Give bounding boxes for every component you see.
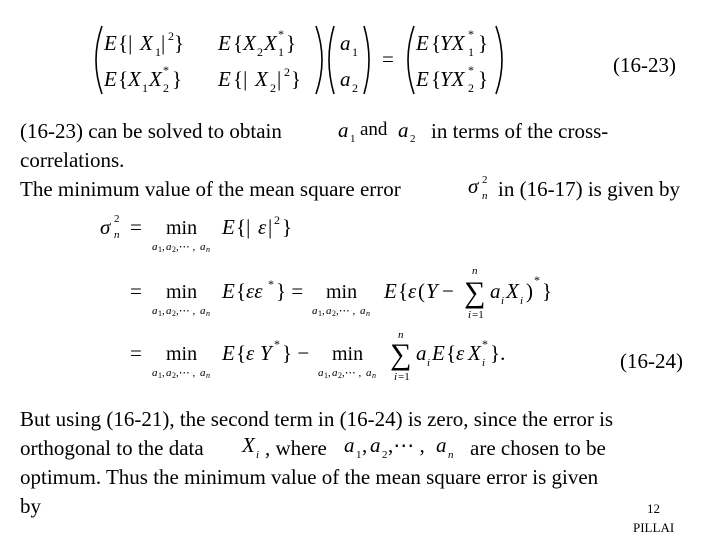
svg-text:E: E <box>416 67 429 91</box>
svg-text:,⋯ ,: ,⋯ , <box>176 241 196 253</box>
author-footer: PILLAI <box>633 520 675 535</box>
svg-text:a: a <box>344 433 355 457</box>
svg-text:E: E <box>432 341 445 365</box>
paragraph-3-line-2b: , where <box>265 436 327 460</box>
svg-text:2: 2 <box>338 371 342 380</box>
svg-text:X: X <box>140 31 153 55</box>
svg-text:ε: ε <box>456 341 465 365</box>
svg-text:,⋯ ,: ,⋯ , <box>336 305 356 317</box>
svg-text:a: a <box>312 305 318 317</box>
svg-text:a: a <box>338 118 349 142</box>
svg-text:}: } <box>291 67 302 91</box>
svg-text:i: i <box>468 309 472 321</box>
a1-and-a2-formula <box>336 116 428 146</box>
svg-text:X: X <box>468 341 481 365</box>
svg-text:=: = <box>130 341 142 365</box>
svg-text:∑: ∑ <box>464 276 486 309</box>
svg-text:a: a <box>436 433 447 457</box>
svg-text:1: 1 <box>158 309 162 318</box>
svg-text:i: i <box>482 357 486 369</box>
svg-text:a: a <box>152 305 158 317</box>
svg-text:Y: Y <box>426 279 438 303</box>
svg-text:*: * <box>468 63 474 77</box>
svg-text:|: | <box>161 31 166 55</box>
svg-text:a: a <box>416 341 427 365</box>
svg-text:2: 2 <box>114 213 120 225</box>
svg-text:2: 2 <box>482 174 488 186</box>
svg-text:*: * <box>268 277 274 291</box>
svg-text:E: E <box>104 67 117 91</box>
svg-text:X: X <box>242 433 255 457</box>
svg-text:E: E <box>222 341 235 365</box>
svg-text:*: * <box>163 63 169 77</box>
svg-text:a: a <box>166 241 172 253</box>
matrix-equation <box>88 20 508 100</box>
svg-text:{: { <box>398 279 409 303</box>
svg-text:}: } <box>478 31 489 55</box>
svg-text:,: , <box>328 367 331 379</box>
equation-label-16-23: (16-23) <box>613 53 676 77</box>
svg-text:a: a <box>370 433 381 457</box>
svg-text:1: 1 <box>468 45 474 59</box>
svg-text:}.: }. <box>490 341 506 365</box>
svg-text:{: { <box>118 67 129 91</box>
svg-text:,: , <box>362 433 368 457</box>
svg-text:a: a <box>340 31 351 55</box>
svg-text:1: 1 <box>278 45 284 59</box>
svg-text:2: 2 <box>163 81 169 95</box>
svg-text:2: 2 <box>168 29 174 43</box>
svg-text:{|: {| <box>118 31 133 55</box>
svg-text:n: n <box>206 371 210 380</box>
svg-text:,⋯ ,: ,⋯ , <box>176 305 196 317</box>
svg-text:E: E <box>416 31 429 55</box>
svg-text:2: 2 <box>332 309 336 318</box>
svg-text:|: | <box>277 67 282 91</box>
svg-text:a: a <box>200 305 206 317</box>
svg-text:a: a <box>490 279 501 303</box>
svg-text:X: X <box>149 67 162 91</box>
svg-text:{: { <box>236 279 247 303</box>
svg-text:1: 1 <box>158 371 162 380</box>
svg-text:X: X <box>255 67 268 91</box>
svg-text:min: min <box>326 281 358 303</box>
svg-text:εε: εε <box>246 279 263 303</box>
svg-text:,⋯ ,: ,⋯ , <box>176 367 196 379</box>
svg-text:E: E <box>218 31 231 55</box>
svg-text:n: n <box>372 371 376 380</box>
mmse-derivation <box>96 206 566 390</box>
svg-text:n: n <box>482 190 488 202</box>
svg-text:1: 1 <box>350 133 356 145</box>
svg-text:a: a <box>200 367 206 379</box>
svg-text:|: | <box>268 215 273 239</box>
page-number: 12 <box>647 501 660 516</box>
svg-text:n: n <box>206 309 210 318</box>
svg-text:): ) <box>526 279 533 303</box>
svg-text:i: i <box>501 295 505 307</box>
svg-text:2: 2 <box>382 449 388 461</box>
svg-text:2: 2 <box>257 45 263 59</box>
svg-text:E: E <box>222 215 235 239</box>
svg-text:2: 2 <box>172 309 176 318</box>
svg-text:1: 1 <box>318 309 322 318</box>
svg-text:2: 2 <box>172 371 176 380</box>
svg-text:2: 2 <box>410 133 416 145</box>
svg-text:=1: =1 <box>398 371 410 383</box>
svg-text:2: 2 <box>270 81 276 95</box>
svg-text:a: a <box>318 367 324 379</box>
svg-text:a: a <box>360 305 366 317</box>
svg-text:1: 1 <box>155 45 161 59</box>
paragraph-3-line-2a: orthogonal to the data <box>20 436 204 460</box>
svg-text:*: * <box>534 273 540 287</box>
svg-text:{|: {| <box>236 215 251 239</box>
svg-text:2: 2 <box>172 245 176 254</box>
svg-text:=: = <box>130 279 142 303</box>
svg-text:n: n <box>398 329 404 341</box>
svg-text:*: * <box>468 27 474 41</box>
svg-text:a: a <box>200 241 206 253</box>
svg-text:a: a <box>166 367 172 379</box>
svg-text:and: and <box>360 119 388 140</box>
svg-text:a: a <box>398 118 409 142</box>
svg-text:σ: σ <box>100 215 111 239</box>
svg-text:,: , <box>162 367 165 379</box>
svg-text:1: 1 <box>324 371 328 380</box>
svg-text:Y: Y <box>260 341 272 365</box>
svg-text:}: } <box>172 67 183 91</box>
svg-text:i: i <box>256 449 260 461</box>
svg-text:YX: YX <box>440 31 465 55</box>
xi-formula <box>238 430 268 462</box>
svg-text:}: } <box>174 31 185 55</box>
svg-text:n: n <box>448 449 454 461</box>
svg-text:*: * <box>278 27 284 41</box>
svg-text:2: 2 <box>274 213 280 227</box>
svg-text:=: = <box>382 47 394 71</box>
svg-text:E: E <box>222 279 235 303</box>
svg-text:ε: ε <box>408 279 417 303</box>
svg-text:a: a <box>326 305 332 317</box>
svg-text:i: i <box>427 357 431 369</box>
svg-text:} −: } − <box>282 341 310 365</box>
svg-text:ε: ε <box>258 215 267 239</box>
svg-text:=1: =1 <box>472 309 484 321</box>
svg-text:X: X <box>506 279 519 303</box>
svg-text:∑: ∑ <box>390 338 412 371</box>
svg-text:2: 2 <box>352 81 358 95</box>
svg-text:1: 1 <box>352 45 358 59</box>
svg-text:a: a <box>152 241 158 253</box>
svg-text:n: n <box>206 245 210 254</box>
svg-text:}: } <box>478 67 489 91</box>
paragraph-2b: in (16-17) is given by <box>498 177 680 201</box>
paragraph-2a: The minimum value of the mean square error <box>20 177 401 201</box>
paragraph-3-line-4: by <box>20 494 41 518</box>
svg-text:i: i <box>394 371 398 383</box>
svg-text:,: , <box>162 241 165 253</box>
svg-text:{: { <box>446 341 457 365</box>
svg-text:X: X <box>264 31 277 55</box>
svg-text:=: = <box>130 215 142 239</box>
svg-text:1: 1 <box>158 245 162 254</box>
svg-text:E: E <box>104 31 117 55</box>
paragraph-3-line-1: But using (16-21), the second term in (16-24) is zero, since the error is <box>20 407 614 431</box>
svg-text:{|: {| <box>233 67 248 91</box>
svg-text:n: n <box>472 265 478 277</box>
paragraph-3-line-2c: are chosen to be <box>470 436 606 460</box>
paragraph-1-line-1b: in terms of the cross- <box>431 119 609 143</box>
svg-text:}: } <box>282 215 293 239</box>
svg-text:a: a <box>152 367 158 379</box>
svg-text:X: X <box>243 31 256 55</box>
equation-label-16-24: (16-24) <box>620 349 683 373</box>
paragraph-3-line-3: optimum. Thus the minimum value of the mean square error is given <box>20 465 599 489</box>
svg-text:}: } <box>542 279 553 303</box>
svg-text:a: a <box>332 367 338 379</box>
svg-text:2: 2 <box>284 65 290 79</box>
svg-text:{: { <box>236 341 247 365</box>
svg-text:,⋯ ,: ,⋯ , <box>342 367 362 379</box>
svg-text:E: E <box>218 67 231 91</box>
svg-text:n: n <box>366 309 370 318</box>
svg-text:min: min <box>166 281 198 303</box>
svg-text:a: a <box>340 67 351 91</box>
paragraph-1-line-1a: (16-23) can be solved to obtain <box>20 119 282 143</box>
svg-text:1: 1 <box>142 81 148 95</box>
svg-text:{: { <box>233 31 244 55</box>
svg-text:min: min <box>332 343 364 365</box>
svg-text:−: − <box>442 279 454 303</box>
paragraph-1-line-2: correlations. <box>20 148 125 172</box>
svg-text:,: , <box>322 305 325 317</box>
svg-text:σ: σ <box>468 174 479 198</box>
svg-text:(: ( <box>418 279 425 303</box>
svg-text:,: , <box>162 305 165 317</box>
svg-text:min: min <box>166 343 198 365</box>
svg-text:{: { <box>431 31 442 55</box>
svg-text:a: a <box>166 305 172 317</box>
a-coefficients-formula <box>342 430 466 462</box>
svg-text:a: a <box>366 367 372 379</box>
svg-text:i: i <box>520 295 524 307</box>
svg-text:*: * <box>274 337 280 351</box>
svg-text:1: 1 <box>356 449 362 461</box>
svg-text:n: n <box>114 229 120 241</box>
svg-text:min: min <box>166 217 198 239</box>
svg-text:{: { <box>431 67 442 91</box>
svg-text:ε: ε <box>246 341 255 365</box>
svg-text:}: } <box>286 31 297 55</box>
svg-text:YX: YX <box>440 67 465 91</box>
sigma-n-squared <box>466 171 498 203</box>
svg-text:2: 2 <box>468 81 474 95</box>
svg-text:*: * <box>482 337 488 351</box>
svg-text:} =: } = <box>276 279 304 303</box>
svg-text:E: E <box>384 279 397 303</box>
svg-text:X: X <box>128 67 141 91</box>
svg-text:,⋯ ,: ,⋯ , <box>388 433 425 457</box>
